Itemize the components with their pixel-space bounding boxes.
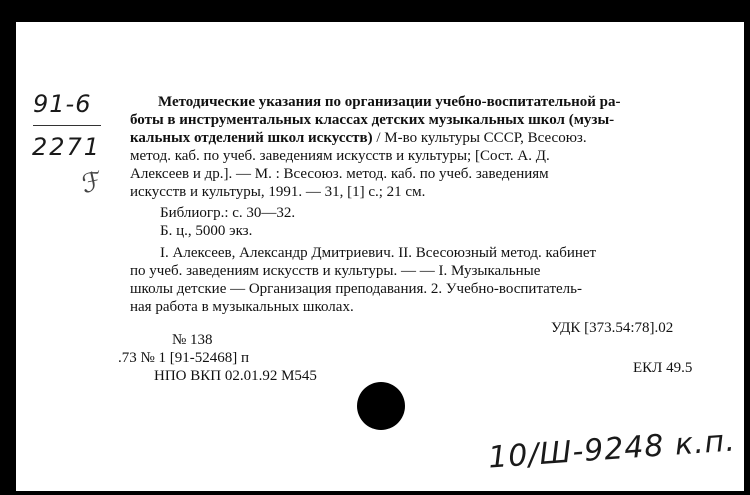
npo-line: НПО ВКП 02.01.92 М545 (154, 368, 317, 384)
body-line-1: метод. каб. по учеб. заведениям искусств и культуры; [Сост. А. Д. (130, 148, 550, 164)
body-line-3: искусств и культуры, 1991. — 31, [1] с.; 21 см. (130, 184, 426, 200)
title-line-2: боты в инструментальных классах детских музыкальных школ (музы- (130, 112, 615, 128)
bibliography-note: Библиогр.: с. 30—32. (160, 205, 296, 221)
shelf-mark-bottom: 2271 (32, 133, 102, 161)
scan-border-top (0, 0, 750, 22)
card-number: № 138 (172, 332, 213, 348)
punch-hole (357, 382, 405, 430)
title-line-3 (130, 130, 587, 147)
handwritten-flourish: ℱ (79, 166, 106, 200)
scan-border-right (744, 22, 750, 495)
tracing-line-1: I. Алексеев, Александр Дмитриевич. II. Всесоюзный метод. кабинет (160, 245, 597, 261)
series-line: .73 № 1 [91-52468] п (118, 350, 250, 366)
title-line-3-rest: / М-во культуры СССР, Всесоюз. (372, 130, 587, 146)
ekl-code: ЕКЛ 49.5 (633, 360, 693, 376)
shelf-mark-rule (33, 125, 101, 126)
title-line-1: Методические указания по организации учебно-воспитательной ра- (158, 94, 621, 110)
scan-border-left (0, 0, 16, 495)
title-line-3-bold: кальных отделений школ искусств) (130, 130, 373, 146)
udk-code: УДК [373.54:78].02 (551, 320, 674, 336)
scan-border-bottom (0, 491, 750, 495)
handwritten-inventory-number: 10/Ш-9248 к.п. (487, 423, 737, 476)
tracing-line-2: по учеб. заведениям искусств и культуры. — — I. Музыкальные (130, 263, 541, 279)
tracing-line-3: школы детские — Организация преподавания. 2. Учебно-воспитатель- (130, 281, 582, 297)
tracing-line-4: ная работа в музыкальных школах. (130, 299, 354, 315)
body-line-2: Алексеев и др.]. — М. : Всесоюз. метод. каб. по учеб. заведениям (130, 166, 549, 182)
price-run-note: Б. ц., 5000 экз. (160, 223, 253, 239)
shelf-mark-top: 91-6 (33, 90, 92, 118)
